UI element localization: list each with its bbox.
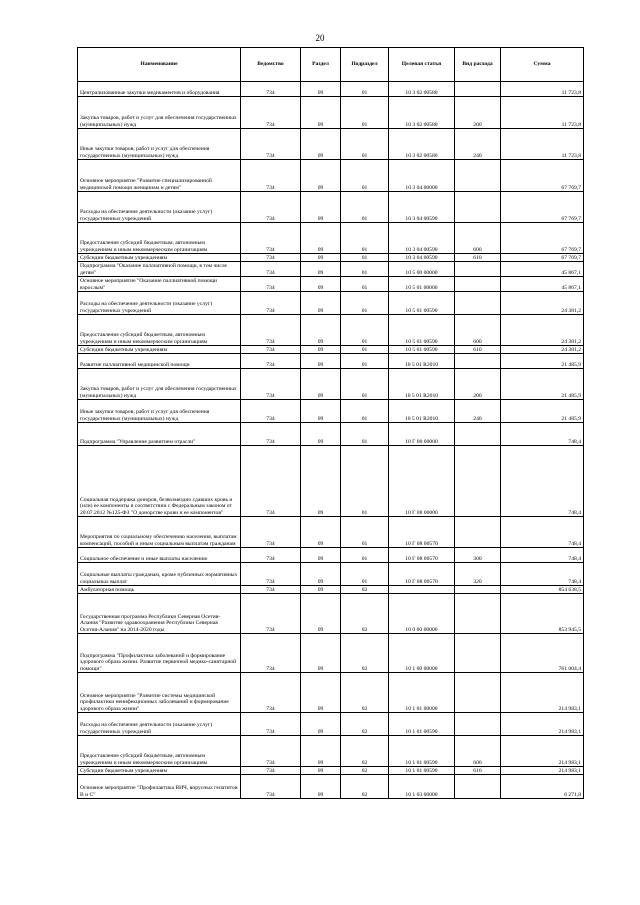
- cell-department: 734: [241, 192, 301, 223]
- cell-expense-type: [455, 277, 501, 292]
- cell-sum: 748,4: [501, 423, 584, 446]
- table-row: [78, 713, 584, 736]
- cell-department: 734: [241, 262, 301, 277]
- cell-name: Подпрограмма "Профилактика заболеваний и формирование здорового образа жизни. Развитие первичной медико-санитарной помощи": [78, 634, 241, 673]
- cell-department: 734: [241, 160, 301, 192]
- header-section: Раздел: [301, 48, 341, 82]
- table-row: [78, 563, 584, 586]
- header-subsection: Подраздел: [341, 48, 389, 82]
- cell-section: 09: [301, 369, 341, 400]
- cell-target-article: 10 5 01 00590: [389, 292, 455, 315]
- cell-section: 09: [301, 423, 341, 446]
- cell-subsection: 02: [341, 586, 389, 594]
- cell-subsection: 01: [341, 446, 389, 517]
- cell-expense-type: [455, 517, 501, 548]
- table-row: [78, 346, 584, 354]
- cell-target-article: 10 1 00 00000: [389, 634, 455, 673]
- cell-department: 734: [241, 292, 301, 315]
- table-row: [78, 254, 584, 262]
- cell-name: Субсидии бюджетным учреждениям: [78, 346, 241, 354]
- cell-section: 09: [301, 594, 341, 634]
- cell-sum: 6 271,8: [501, 775, 584, 799]
- cell-name: Предоставление субсидий бюджетным, автономным учреждениям и иным некоммерческим организациям: [78, 736, 241, 767]
- cell-expense-type: [455, 82, 501, 97]
- cell-subsection: 01: [341, 262, 389, 277]
- cell-expense-type: 200: [455, 369, 501, 400]
- table-row: [78, 192, 584, 223]
- cell-subsection: 01: [341, 97, 389, 129]
- table-row: [78, 292, 584, 315]
- table-row: [78, 262, 584, 277]
- cell-sum: 214 983,1: [501, 736, 584, 767]
- cell-sum: 45 867,1: [501, 262, 584, 277]
- cell-expense-type: 600: [455, 736, 501, 767]
- cell-name: Основное мероприятие "Профилактика ВИЧ, вирусных гепатитов В и С": [78, 775, 241, 799]
- cell-sum: 45 867,1: [501, 277, 584, 292]
- cell-department: 734: [241, 254, 301, 262]
- cell-expense-type: [455, 446, 501, 517]
- cell-expense-type: [455, 594, 501, 634]
- cell-department: 734: [241, 315, 301, 346]
- cell-name: Иные закупки товаров, работ и услуг для обеспечения государственных (муниципальных) нужд: [78, 129, 241, 160]
- cell-expense-type: [455, 775, 501, 799]
- cell-sum: 761 004,4: [501, 634, 584, 673]
- cell-name: Основное мероприятие "Оказание паллиативной помощи взрослым": [78, 277, 241, 292]
- cell-subsection: 02: [341, 713, 389, 736]
- cell-name: Подпрограмма "Оказание паллиативной помощи, в том числе детям": [78, 262, 241, 277]
- table-body: [78, 82, 584, 799]
- cell-sum: 214 983,1: [501, 767, 584, 775]
- cell-department: 734: [241, 400, 301, 423]
- cell-sum: 21 485,9: [501, 400, 584, 423]
- cell-sum: 24 381,2: [501, 346, 584, 354]
- cell-name: Социальная поддержка доноров, безвозмездно сдавших кровь и (или) ее компоненты в соответствии с Федеральным законом от 20.07.2012 №125-ФЗ "О донорстве крови и ее компонентов": [78, 446, 241, 517]
- cell-subsection: 01: [341, 517, 389, 548]
- cell-subsection: 02: [341, 594, 389, 634]
- cell-target-article: 10 5 01 R2010: [389, 354, 455, 369]
- cell-expense-type: 240: [455, 400, 501, 423]
- cell-section: 09: [301, 767, 341, 775]
- cell-subsection: 01: [341, 423, 389, 446]
- cell-section: 09: [301, 354, 341, 369]
- cell-target-article: 10 3 02 00580: [389, 129, 455, 160]
- cell-department: 734: [241, 713, 301, 736]
- table-row: [78, 315, 584, 346]
- cell-name: Иные закупки товаров, работ и услуг для обеспечения государственных (муниципальных) нужд: [78, 400, 241, 423]
- cell-name: Социальное обеспечение и иные выплаты населению: [78, 548, 241, 563]
- cell-sum: 11 723,8: [501, 97, 584, 129]
- cell-section: 09: [301, 315, 341, 346]
- cell-subsection: 02: [341, 673, 389, 713]
- cell-name: Основное мероприятие "Развитие специализированной медицинской помощи женщинам и детям": [78, 160, 241, 192]
- cell-subsection: 01: [341, 315, 389, 346]
- cell-department: 734: [241, 517, 301, 548]
- header-target-article: Целевая статья: [389, 48, 455, 82]
- cell-target-article: 10 Г 08 00570: [389, 517, 455, 548]
- cell-section: 09: [301, 563, 341, 586]
- cell-subsection: 01: [341, 129, 389, 160]
- table-row: [78, 736, 584, 767]
- cell-section: 09: [301, 634, 341, 673]
- cell-subsection: 01: [341, 223, 389, 254]
- cell-section: 09: [301, 736, 341, 767]
- cell-expense-type: [455, 423, 501, 446]
- cell-expense-type: [455, 292, 501, 315]
- table-row: [78, 277, 584, 292]
- cell-expense-type: 610: [455, 767, 501, 775]
- cell-sum: 67 769,7: [501, 160, 584, 192]
- cell-expense-type: [455, 192, 501, 223]
- cell-target-article: 10 1 01 00590: [389, 736, 455, 767]
- cell-subsection: 01: [341, 369, 389, 400]
- cell-expense-type: [455, 673, 501, 713]
- cell-expense-type: 240: [455, 129, 501, 160]
- cell-sum: 214 983,1: [501, 713, 584, 736]
- cell-target-article: 10 3 04 00590: [389, 254, 455, 262]
- cell-section: 09: [301, 82, 341, 97]
- cell-section: 09: [301, 192, 341, 223]
- cell-section: 09: [301, 292, 341, 315]
- cell-subsection: 02: [341, 775, 389, 799]
- cell-sum: 853 945,5: [501, 594, 584, 634]
- header-expense-type: Вид расхода: [455, 48, 501, 82]
- cell-section: 09: [301, 223, 341, 254]
- cell-name: Амбулаторная помощь: [78, 586, 241, 594]
- header-name: Наименование: [78, 48, 241, 82]
- cell-section: 09: [301, 346, 341, 354]
- cell-department: 734: [241, 423, 301, 446]
- cell-department: 734: [241, 223, 301, 254]
- cell-section: 09: [301, 277, 341, 292]
- cell-subsection: 02: [341, 736, 389, 767]
- cell-target-article: 10 5 00 00000: [389, 262, 455, 277]
- cell-department: 734: [241, 82, 301, 97]
- cell-sum: 748,4: [501, 548, 584, 563]
- table-row: [78, 548, 584, 563]
- cell-department: 734: [241, 548, 301, 563]
- cell-target-article: 10 0 00 00000: [389, 594, 455, 634]
- table-row: [78, 129, 584, 160]
- cell-section: 09: [301, 97, 341, 129]
- table-row: [78, 97, 584, 129]
- table-row: [78, 586, 584, 594]
- cell-expense-type: 320: [455, 563, 501, 586]
- cell-expense-type: [455, 160, 501, 192]
- table-row: [78, 369, 584, 400]
- table-row: [78, 223, 584, 254]
- cell-target-article: 10 3 04 00590: [389, 223, 455, 254]
- cell-section: 09: [301, 400, 341, 423]
- cell-subsection: 01: [341, 563, 389, 586]
- cell-target-article: 10 Г 08 00570: [389, 563, 455, 586]
- cell-target-article: 10 5 01 R2010: [389, 369, 455, 400]
- cell-subsection: 01: [341, 254, 389, 262]
- cell-department: 734: [241, 775, 301, 799]
- cell-sum: 67 769,7: [501, 223, 584, 254]
- cell-subsection: 02: [341, 767, 389, 775]
- table-row: [78, 423, 584, 446]
- header-sum: Сумма: [501, 48, 584, 82]
- cell-name: Закупка товаров, работ и услуг для обеспечения государственных (муниципальных) нужд: [78, 97, 241, 129]
- cell-department: 734: [241, 446, 301, 517]
- cell-expense-type: 200: [455, 97, 501, 129]
- cell-sum: 11 723,8: [501, 129, 584, 160]
- cell-sum: 748,4: [501, 563, 584, 586]
- cell-section: 09: [301, 517, 341, 548]
- cell-sum: 24 381,2: [501, 292, 584, 315]
- cell-sum: 21 485,9: [501, 354, 584, 369]
- cell-name: Субсидии бюджетным учреждениям: [78, 767, 241, 775]
- cell-target-article: 10 1 01 00590: [389, 767, 455, 775]
- cell-name: Расходы на обеспечение деятельности (оказание услуг) государственных учреждений: [78, 292, 241, 315]
- cell-sum: 67 769,7: [501, 254, 584, 262]
- cell-name: Предоставление субсидий бюджетным, автономным учреждениям и иным некоммерческим организациям: [78, 315, 241, 346]
- cell-subsection: 01: [341, 192, 389, 223]
- cell-sum: 24 381,2: [501, 315, 584, 346]
- cell-target-article: 10 5 01 R2010: [389, 400, 455, 423]
- cell-name: Централизованные закупки медикаментов и оборудования: [78, 82, 241, 97]
- cell-subsection: 02: [341, 634, 389, 673]
- cell-name: Основное мероприятие "Развитие системы медицинской профилактики неинфекционных заболеваний и формирование здорового образа жизни": [78, 673, 241, 713]
- cell-subsection: 01: [341, 346, 389, 354]
- cell-department: 734: [241, 369, 301, 400]
- table-row: [78, 594, 584, 634]
- page-number: 20: [315, 33, 325, 43]
- cell-name: Государственная программа Республики Северная Осетия-Алания "Развитие здравоохранения Республики Северная Осетия-Алания" на 2014-2020 годы: [78, 594, 241, 634]
- cell-target-article: 10 1 03 00000: [389, 775, 455, 799]
- cell-target-article: 10 Г 00 00000: [389, 423, 455, 446]
- cell-department: 734: [241, 673, 301, 713]
- cell-sum: 854 638,5: [501, 586, 584, 594]
- table-row: [78, 767, 584, 775]
- cell-name: Мероприятия по социальному обеспечению населения, выплатам компенсаций, пособий и иным социальным выплатам гражданам: [78, 517, 241, 548]
- cell-department: 734: [241, 767, 301, 775]
- table-row: [78, 446, 584, 517]
- cell-section: 09: [301, 446, 341, 517]
- cell-department: 734: [241, 586, 301, 594]
- cell-department: 734: [241, 563, 301, 586]
- cell-name: Расходы на обеспечение деятельности (оказание услуг) государственных учреждений: [78, 713, 241, 736]
- cell-name: Закупка товаров, работ и услуг для обеспечения государственных (муниципальных) нужд: [78, 369, 241, 400]
- cell-expense-type: 610: [455, 346, 501, 354]
- cell-department: 734: [241, 354, 301, 369]
- budget-table: [77, 47, 584, 799]
- cell-section: 09: [301, 673, 341, 713]
- cell-sum: 748,4: [501, 446, 584, 517]
- cell-expense-type: 300: [455, 548, 501, 563]
- cell-sum: 67 769,7: [501, 192, 584, 223]
- cell-name: Социальные выплаты гражданам, кроме публичных нормативных социальных выплат: [78, 563, 241, 586]
- cell-department: 734: [241, 346, 301, 354]
- header-department: Ведомство: [241, 48, 301, 82]
- cell-target-article: 10 5 01 00000: [389, 277, 455, 292]
- cell-section: 09: [301, 262, 341, 277]
- cell-sum: 11 723,8: [501, 82, 584, 97]
- table-row: [78, 634, 584, 673]
- cell-expense-type: 610: [455, 254, 501, 262]
- cell-department: 734: [241, 594, 301, 634]
- cell-department: 734: [241, 277, 301, 292]
- table-row: [78, 82, 584, 97]
- cell-name: Субсидии бюджетным учреждениям: [78, 254, 241, 262]
- cell-subsection: 01: [341, 548, 389, 563]
- cell-expense-type: 600: [455, 315, 501, 346]
- cell-target-article: 10 3 02 00580: [389, 97, 455, 129]
- cell-target-article: 10 3 04 00590: [389, 192, 455, 223]
- cell-target-article: 10 Г 08 00000: [389, 446, 455, 517]
- table-row: [78, 775, 584, 799]
- cell-subsection: 01: [341, 160, 389, 192]
- cell-name: Развитие паллиативной медицинской помощи: [78, 354, 241, 369]
- cell-department: 734: [241, 736, 301, 767]
- cell-name: Предоставление субсидий бюджетным, автономным учреждениям и иным некоммерческим организациям: [78, 223, 241, 254]
- cell-subsection: 01: [341, 292, 389, 315]
- cell-target-article: 10 1 01 00590: [389, 713, 455, 736]
- cell-section: 09: [301, 160, 341, 192]
- cell-target-article: 10 5 01 00590: [389, 315, 455, 346]
- cell-subsection: 01: [341, 354, 389, 369]
- cell-name: Подпрограмма "Управление развитием отрасли": [78, 423, 241, 446]
- cell-department: 734: [241, 129, 301, 160]
- cell-expense-type: [455, 713, 501, 736]
- cell-section: 09: [301, 775, 341, 799]
- cell-section: 09: [301, 713, 341, 736]
- cell-name: Расходы на обеспечение деятельности (оказание услуг) государственных учреждений: [78, 192, 241, 223]
- table-row: [78, 354, 584, 369]
- cell-subsection: 01: [341, 277, 389, 292]
- cell-sum: 748,4: [501, 517, 584, 548]
- cell-target-article: 10 3 04 00000: [389, 160, 455, 192]
- cell-target-article: 10 5 01 00590: [389, 346, 455, 354]
- cell-department: 734: [241, 634, 301, 673]
- cell-expense-type: [455, 354, 501, 369]
- cell-subsection: 01: [341, 400, 389, 423]
- table-row: [78, 400, 584, 423]
- cell-expense-type: [455, 262, 501, 277]
- cell-expense-type: 600: [455, 223, 501, 254]
- table-header-row: [78, 48, 584, 82]
- cell-sum: 214 983,1: [501, 673, 584, 713]
- table-row: [78, 673, 584, 713]
- cell-section: 09: [301, 254, 341, 262]
- cell-expense-type: [455, 586, 501, 594]
- cell-sum: 21 485,9: [501, 369, 584, 400]
- table-row: [78, 517, 584, 548]
- cell-section: 09: [301, 548, 341, 563]
- cell-section: 09: [301, 129, 341, 160]
- cell-subsection: 01: [341, 82, 389, 97]
- cell-target-article: [389, 586, 455, 594]
- cell-target-article: 10 Г 08 00570: [389, 548, 455, 563]
- cell-department: 734: [241, 97, 301, 129]
- cell-target-article: 10 3 02 00580: [389, 82, 455, 97]
- cell-section: 09: [301, 586, 341, 594]
- cell-expense-type: [455, 634, 501, 673]
- table-row: [78, 160, 584, 192]
- cell-target-article: 10 1 01 00000: [389, 673, 455, 713]
